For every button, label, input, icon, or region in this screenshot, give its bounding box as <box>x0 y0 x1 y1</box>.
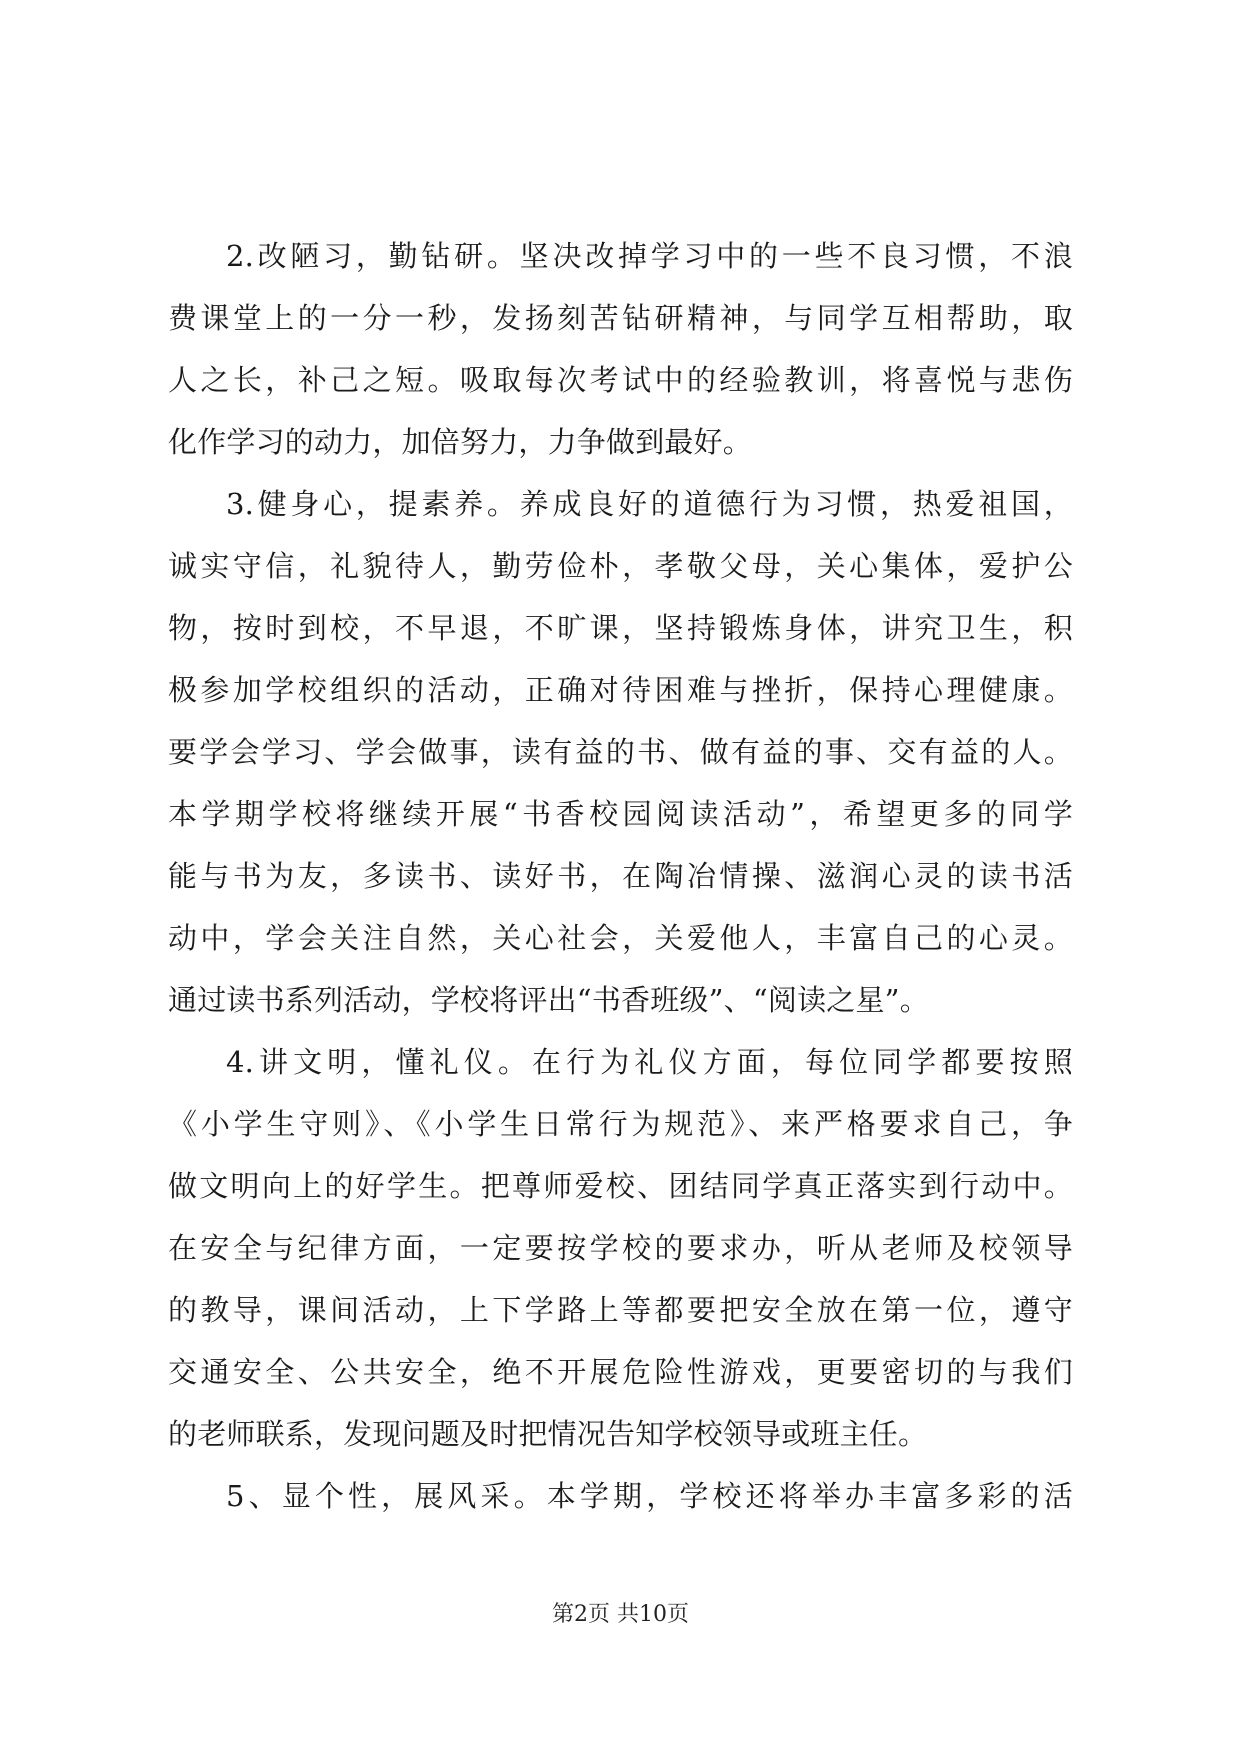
document-body <box>168 225 1073 1527</box>
text-line: 物，按时到校，不早退，不旷课，坚持锻炼身体，讲究卫生，积 <box>168 611 1073 645</box>
text-line: 的老师联系，发现问题及时把情况告知学校领导或班主任。 <box>168 1417 928 1451</box>
text-line: 交通安全、公共安全，绝不开展危险性游戏，更要密切的与我们 <box>168 1355 1073 1389</box>
paragraph-5-personality <box>168 1465 1073 1527</box>
text-line: 4.讲文明，懂礼仪。在行为礼仪方面，每位同学都要按照 <box>226 1045 1073 1079</box>
text-line: 极参加学校组织的活动，正确对待困难与挫折，保持心理健康。 <box>168 673 1073 707</box>
text-line: 化作学习的动力，加倍努力，力争做到最好。 <box>168 425 753 459</box>
text-line: 能与书为友，多读书、读好书，在陶冶情操、滋润心灵的读书活 <box>168 859 1073 893</box>
text-line: 3.健身心，提素养。养成良好的道德行为习惯，热爱祖国， <box>226 487 1073 521</box>
text-line: 在安全与纪律方面，一定要按学校的要求办，听从老师及校领导 <box>168 1231 1073 1265</box>
text-line: 本学期学校将继续开展“书香校园阅读活动”，希望更多的同学 <box>168 797 1073 831</box>
text-line: 人之长，补己之短。吸取每次考试中的经验教训，将喜悦与悲伤 <box>168 363 1073 397</box>
text-line: 要学会学习、学会做事，读有益的书、做有益的事、交有益的人。 <box>168 735 1073 769</box>
text-line: 费课堂上的一分一秒，发扬刻苦钻研精神，与同学互相帮助，取 <box>168 301 1073 335</box>
paragraph-2-correct-habits <box>168 225 1073 473</box>
text-line: 《小学生守则》、《小学生日常行为规范》、来严格要求自己，争 <box>168 1107 1073 1141</box>
text-line: 诚实守信，礼貌待人，勤劳俭朴，孝敬父母，关心集体，爱护公 <box>168 549 1073 583</box>
paragraph-3-body-and-mind <box>168 473 1073 1031</box>
text-line: 通过读书系列活动，学校将评出“书香班级”、“阅读之星”。 <box>168 983 929 1017</box>
page-number-footer: 第2页 共10页 <box>552 1602 689 1627</box>
text-line: 5、显个性，展风采。本学期，学校还将举办丰富多彩的活 <box>226 1479 1073 1513</box>
text-line: 做文明向上的好学生。把尊师爱校、团结同学真正落实到行动中。 <box>168 1169 1073 1203</box>
text-line: 的教导，课间活动，上下学路上等都要把安全放在第一位，遵守 <box>168 1293 1073 1327</box>
text-line: 2.改陋习，勤钻研。坚决改掉学习中的一些不良习惯，不浪 <box>226 239 1073 273</box>
paragraph-4-etiquette <box>168 1031 1073 1465</box>
text-line: 动中，学会关注自然，关心社会，关爱他人，丰富自己的心灵。 <box>168 921 1073 955</box>
